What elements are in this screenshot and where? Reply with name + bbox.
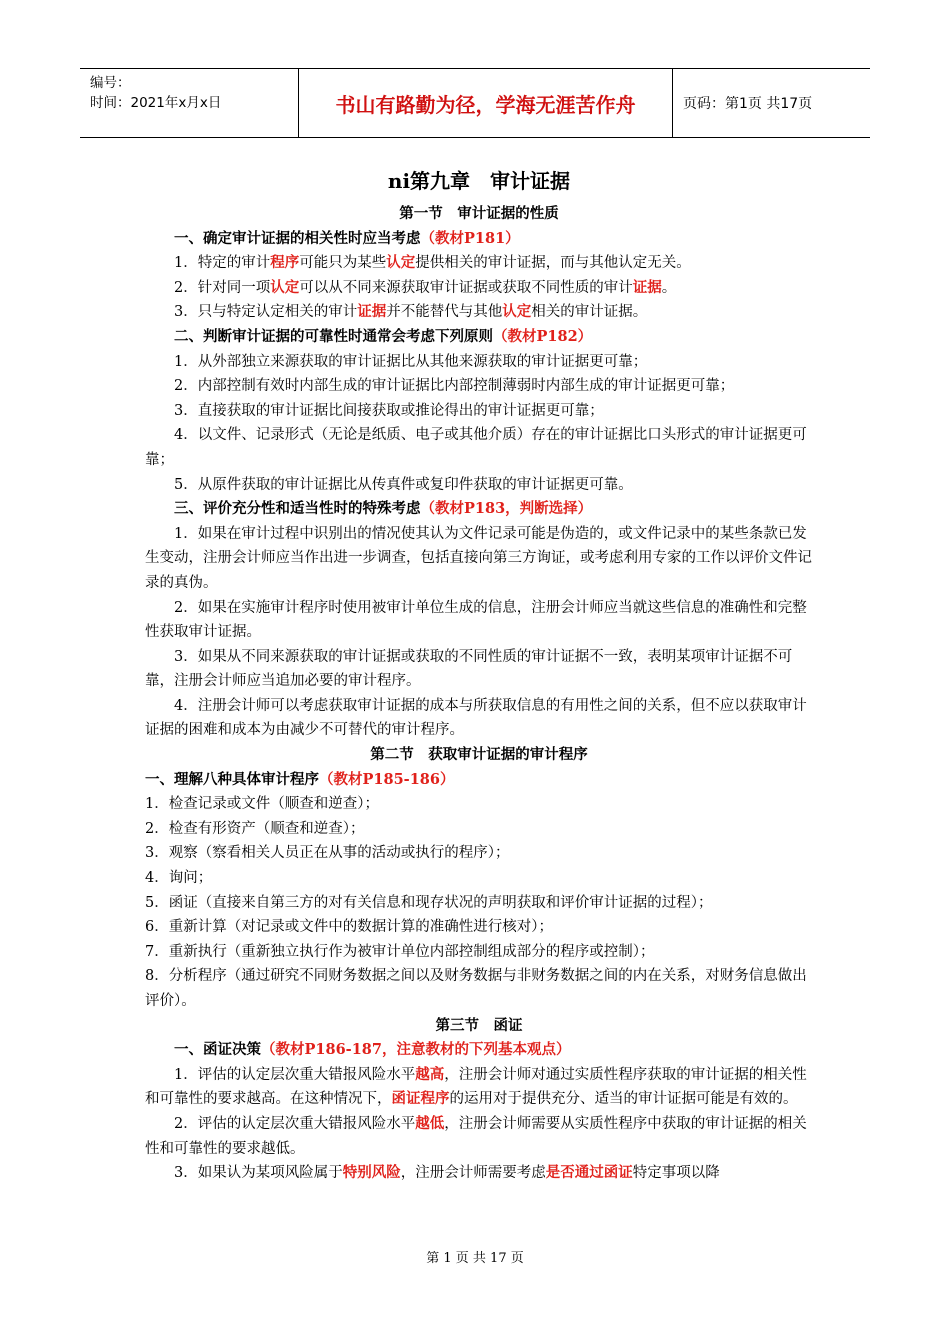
header-meta <box>80 69 299 137</box>
section-1-title: 第一节 审计证据的性质 <box>399 205 559 222</box>
s1-rule-4: 4．以文件、记录形式（无论是纸质、电子或其他介质）存在的审计证据比口头形式的审计证据更可靠； <box>145 427 807 468</box>
s2-item: 6．重新计算（对记录或文件中的数据计算的准确性进行核对）； <box>145 919 553 936</box>
s1-rule-1: 1．从外部独立来源获取的审计证据比从其他来源获取的审计证据更可靠； <box>174 353 648 370</box>
s3-para-1: 1．评估的认定层次重大错报风险水平越高，注册会计师对通过实质性程序获取的审计证据的相关性和可靠性的要求越高。在这种情况下，函证程序的运用对于提供充分、适当的审计证据可能是有效的。 <box>145 1065 807 1108</box>
code-label: 编号： <box>90 75 131 91</box>
s1-consider-4: 4．注册会计师可以考虑获取审计证据的成本与所获取信息的有用性之间的关系，但不应以获取审计证据的困难和成本为由减少不可替代的审计程序。 <box>145 697 807 739</box>
s1-para-3: 3．只与特定认定相关的审计证据并不能替代与其他认定相关的审计证据。 <box>174 303 648 321</box>
s2-heading-1: 一、理解八种具体审计程序（教材P185-186） <box>145 770 455 788</box>
s1-para-2: 2．针对同一项认定可以从不同来源获取审计证据或获取不同性质的审计证据。 <box>174 278 677 296</box>
chapter-title: ni第九章 审计证据 <box>387 169 571 193</box>
s1-para-1: 1．特定的审计程序可能只为某些认定提供相关的审计证据，而与其他认定无关。 <box>174 254 691 272</box>
header-motto: 书山有路勤为径，学海无涯苦作舟 <box>299 69 673 137</box>
document-body <box>145 166 813 1186</box>
s2-item: 8．分析程序（通过研究不同财务数据之间以及财务数据与非财务数据之间的内在关系，对财务信息做出评价）。 <box>145 968 807 1009</box>
s1-heading-3: 三、评价充分性和适当性时的特殊考虑（教材P183，判断选择） <box>174 500 593 518</box>
section-2-title: 第二节 获取审计证据的审计程序 <box>370 746 588 764</box>
s2-item: 5．函证（直接来自第三方的对有关信息和现存状况的声明获取和评价审计证据的过程）； <box>145 894 713 911</box>
header-page-info: 页码：第1页 共17页 <box>683 96 813 112</box>
date-line: 时间：2021年x月x日 <box>90 95 222 111</box>
s2-item: 7．重新执行（重新独立执行作为被审计单位内部控制组成部分的程序或控制）； <box>145 943 655 960</box>
page-footer: 第 1 页 共 17 页 <box>426 1251 524 1266</box>
s1-rule-5: 5．从原件获取的审计证据比从传真件或复印件获取的审计证据更可靠。 <box>174 476 633 493</box>
s1-consider-3: 3．如果从不同来源获取的审计证据或获取的不同性质的审计证据不一致，表明某项审计证据不可靠，注册会计师应当追加必要的审计程序。 <box>145 648 793 690</box>
s1-rule-2: 2．内部控制有效时内部生成的审计证据比内部控制薄弱时内部生成的审计证据更可靠； <box>174 378 735 395</box>
section-3-title: 第三节 函证 <box>435 1016 523 1034</box>
s3-para-3: 3．如果认为某项风险属于特别风险，注册会计师需要考虑是否通过函证特定事项以降 <box>174 1164 720 1182</box>
s1-rule-3: 3．直接获取的审计证据比间接获取或推论得出的审计证据更可靠； <box>174 402 604 419</box>
s3-para-2: 2．评估的认定层次重大错报风险水平越低，注册会计师需要从实质性程序中获取的审计证据的相关性和可靠性的要求越低。 <box>145 1114 807 1157</box>
s2-item: 4．询问； <box>145 870 213 887</box>
s1-consider-1: 1．如果在审计过程中识别出的情况使其认为文件记录可能是伪造的，或文件记录中的某些条款已发生变动，注册会计师应当作出进一步调查，包括直接向第三方询证，或考虑利用专家的工作以评价文件记录的真伪。 <box>145 525 812 591</box>
s1-heading-2: 二、判断审计证据的可靠性时通常会考虑下列原则（教材P182） <box>174 327 593 345</box>
s2-item: 2．检查有形资产（顺查和逆查）； <box>145 820 365 837</box>
page-header <box>80 68 870 138</box>
s1-heading-1: 一、确定审计证据的相关性时应当考虑（教材P181） <box>174 229 520 247</box>
s2-item: 3．观察（察看相关人员正在从事的活动或执行的程序）； <box>145 845 510 862</box>
s1-consider-2: 2．如果在实施审计程序时使用被审计单位生成的信息，注册会计师应当就这些信息的准确性和完整性获取审计证据。 <box>145 599 807 641</box>
s2-item: 1．检查记录或文件（顺查和逆查）； <box>145 796 379 813</box>
s3-heading-1: 一、函证决策（教材P186-187，注意教材的下列基本观点） <box>174 1041 571 1059</box>
